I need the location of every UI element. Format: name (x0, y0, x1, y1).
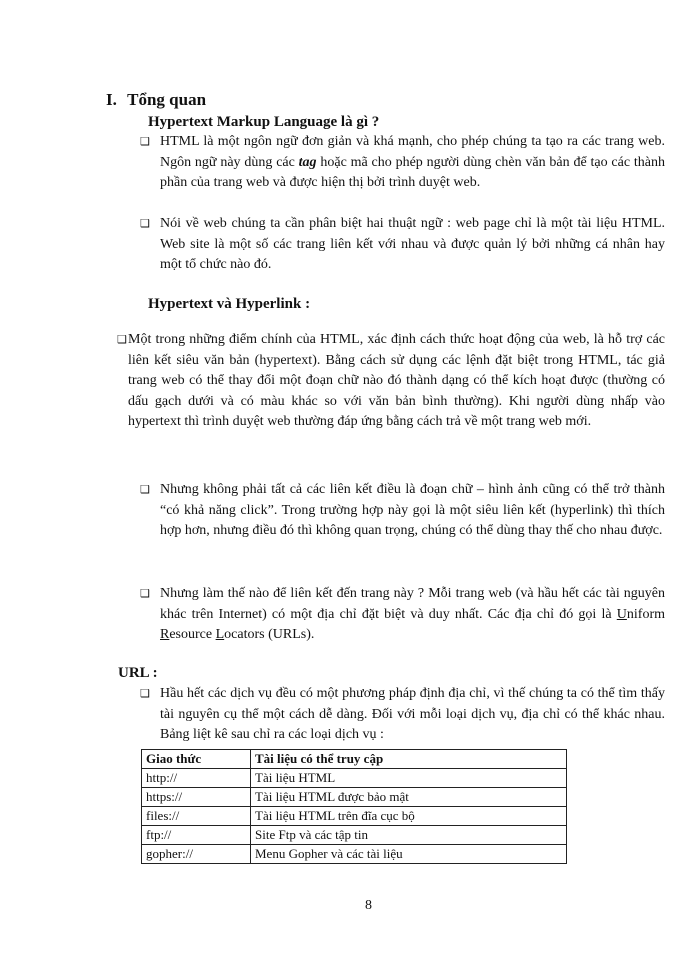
paragraph-hyperlink: Nhưng không phải tất cả các liên kết điều là đoạn chữ – hình ảnh cũng có thể trở thành “có khả năng click”. Trong trường hợp này gọi là một siêu liên kết (hyperlink) thì thích hợp hơn, nhưng điều đó thì không quan trọng, chúng có thể dùng thay thế cho nhau được. (160, 482, 665, 538)
cell-protocol: gopher:// (142, 845, 251, 864)
paragraph-urls: Nhưng làm thế nào để liên kết đến trang này ? Mỗi trang web (và hầu hết các tài nguyên khác trên Internet) có một địa chỉ đặt biệt và duy nhất. Các địa chỉ đó gọi là Uniform Resource Locators (URLs). (160, 586, 665, 642)
header-protocol: Giao thức (142, 750, 251, 769)
protocol-table (141, 749, 567, 864)
section-number: I. (106, 90, 117, 109)
paragraph-addressing: Hầu hết các dịch vụ đều có một phương pháp định địa chỉ, vì thế chúng ta có thể tìm thấy tài nguyên cụ thể một cách dễ dàng. Đối với mỗi loại dịch vụ, địa chỉ có thể khác nhau. Bảng liệt kê sau chỉ ra các loại dịch vụ : (160, 686, 665, 742)
bullet-icon: ❑ (140, 688, 150, 700)
bullet-icon: ❑ (117, 334, 127, 346)
subheading-html: Hypertext Markup Language là gì ? (148, 114, 380, 130)
table-row (142, 769, 567, 788)
page-number: 8 (365, 898, 372, 913)
bullet-icon: ❑ (140, 588, 150, 600)
paragraph-hypertext: Một trong những điểm chính của HTML, xác định cách thức hoạt động của web, là hỗ trợ các liên kết siêu văn bản (hypertext). Bằng cách sử dụng các lệnh đặt biệt trong HTML, tác giả trang web có thể thay đổi một đoạn chữ nào đó thành dạng có thể kích hoạt được (thường có dấu gạch dưới và có màu khác so với văn bản bình thường). Khi người dùng nhấp vào hypertext thì trình duyệt web thường đáp ứng bằng cách trả về một trang web mới. (128, 332, 665, 429)
cell-protocol: https:// (142, 788, 251, 807)
cell-protocol: files:// (142, 807, 251, 826)
cell-document: Site Ftp và các tập tin (251, 826, 567, 845)
header-documents: Tài liệu có thể truy cập (251, 750, 567, 769)
cell-document: Menu Gopher và các tài liệu (251, 845, 567, 864)
cell-protocol: http:// (142, 769, 251, 788)
bullet-icon: ❑ (140, 136, 150, 148)
cell-document: Tài liệu HTML trên đĩa cục bộ (251, 807, 567, 826)
cell-protocol: ftp:// (142, 826, 251, 845)
table-row (142, 807, 567, 826)
subheading-url: URL : (118, 665, 158, 681)
paragraph-html-intro: HTML là một ngôn ngữ đơn giản và khá mạnh, cho phép chúng ta tạo ra các trang web. Ngôn ngữ này dùng các tag hoặc mã cho phép người dùng chèn văn bản để tạo các thành phần của trang web và được hiện thị bởi trình duyệt web. (160, 134, 665, 190)
section-title: Tổng quan (127, 90, 207, 109)
bullet-icon: ❑ (140, 484, 150, 496)
paragraph-web-terms: Nói về web chúng ta cần phân biệt hai thuật ngữ : web page chỉ là một tài liệu HTML. Web site là một số các trang liên kết với nhau và được quản lý bởi những cá nhân hay một tổ chức nào đó. (160, 216, 665, 272)
table-row (142, 845, 567, 864)
cell-document: Tài liệu HTML (251, 769, 567, 788)
tag-keyword: tag (298, 154, 317, 170)
table-row (142, 826, 567, 845)
subheading-hypertext: Hypertext và Hyperlink : (148, 296, 311, 312)
section-heading (106, 90, 206, 110)
bullet-icon: ❑ (140, 218, 150, 230)
cell-document: Tài liệu HTML được bảo mật (251, 788, 567, 807)
table-row (142, 788, 567, 807)
table-header-row (142, 750, 567, 769)
